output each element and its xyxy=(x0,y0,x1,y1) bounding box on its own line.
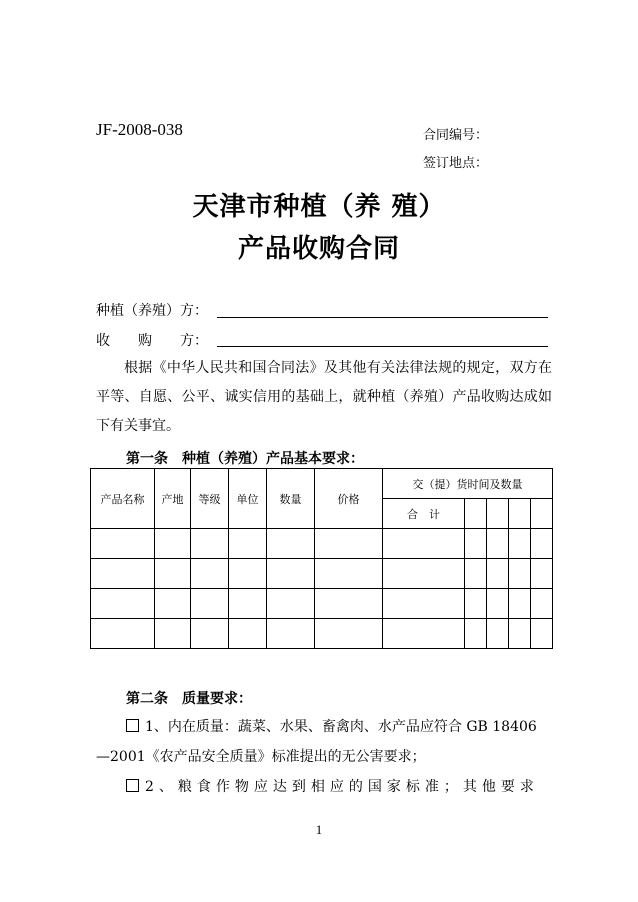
table-row xyxy=(91,529,553,559)
table-cell[interactable] xyxy=(267,589,315,619)
table-cell[interactable] xyxy=(267,529,315,559)
table-cell[interactable] xyxy=(229,529,267,559)
table-cell[interactable] xyxy=(383,529,465,559)
table-cell[interactable] xyxy=(315,589,383,619)
table-cell[interactable] xyxy=(91,619,155,649)
clause-2-text: 2、粮食作物应达到相应的国家标准；其他要求 xyxy=(145,779,539,795)
document-title-line2: 产品收购合同 xyxy=(237,234,400,264)
table-cell[interactable] xyxy=(465,499,487,529)
table-cell[interactable] xyxy=(531,619,553,649)
party-a-label: 种植（养殖）方： xyxy=(96,303,208,319)
col-header-grade: 等级 xyxy=(191,469,229,529)
table-cell[interactable] xyxy=(487,559,509,589)
table-cell[interactable] xyxy=(191,529,229,559)
col-header-origin: 产地 xyxy=(155,469,191,529)
document-title-line1: 天津市种植（养 殖） xyxy=(192,192,446,222)
product-requirements-table xyxy=(90,468,553,649)
col-header-price: 价格 xyxy=(315,469,383,529)
table-cell[interactable] xyxy=(509,499,531,529)
table-row xyxy=(91,619,553,649)
table-cell[interactable] xyxy=(383,559,465,589)
table-cell[interactable] xyxy=(531,499,553,529)
checkbox-clause-1[interactable] xyxy=(126,719,139,732)
table-cell[interactable] xyxy=(487,589,509,619)
article1-heading: 第一条 种植（养殖）产品基本要求： xyxy=(126,451,364,467)
table-cell[interactable] xyxy=(531,589,553,619)
quality-clause-2 xyxy=(126,776,539,796)
table-cell[interactable] xyxy=(509,589,531,619)
table-cell[interactable] xyxy=(465,589,487,619)
table-cell[interactable] xyxy=(465,559,487,589)
party-a-fill-line[interactable] xyxy=(217,317,548,318)
table-cell[interactable] xyxy=(155,529,191,559)
table-cell[interactable] xyxy=(509,559,531,589)
table-cell[interactable] xyxy=(487,619,509,649)
page-number: 1 xyxy=(315,822,323,837)
table-cell[interactable] xyxy=(267,559,315,589)
table-row xyxy=(91,589,553,619)
col-header-unit: 单位 xyxy=(229,469,267,529)
table-cell[interactable] xyxy=(465,619,487,649)
table-cell[interactable] xyxy=(383,619,465,649)
table-row xyxy=(91,559,553,589)
table-cell[interactable] xyxy=(155,589,191,619)
table-cell[interactable] xyxy=(509,619,531,649)
checkbox-clause-2[interactable] xyxy=(126,779,139,792)
table-cell[interactable] xyxy=(91,529,155,559)
table-cell[interactable] xyxy=(191,589,229,619)
table-cell[interactable] xyxy=(531,529,553,559)
table-cell[interactable] xyxy=(229,589,267,619)
table-cell[interactable] xyxy=(229,559,267,589)
article2-heading: 第二条 质量要求： xyxy=(126,691,252,707)
col-header-delivery: 交（提）货时间及数量 xyxy=(383,469,553,499)
table-cell[interactable] xyxy=(315,529,383,559)
table-cell[interactable] xyxy=(465,529,487,559)
table-cell[interactable] xyxy=(91,589,155,619)
clause-1-text: 1、内在质量：蔬菜、水果、畜禽肉、水产品应符合 GB 18406 xyxy=(145,719,537,735)
quality-clause-1-continued: —2001《农产品安全质量》标准提出的无公害要求； xyxy=(96,749,426,765)
table-cell[interactable] xyxy=(191,619,229,649)
table-cell[interactable] xyxy=(315,619,383,649)
contract-number-label: 合同编号： xyxy=(423,128,489,143)
table-cell[interactable] xyxy=(267,619,315,649)
table-cell[interactable] xyxy=(383,589,465,619)
table-cell[interactable] xyxy=(315,559,383,589)
party-b-fill-line[interactable] xyxy=(217,346,548,347)
table-cell[interactable] xyxy=(155,619,191,649)
intro-paragraph: 根据《中华人民共和国合同法》及其他有关法律法规的规定，双方在平等、自愿、公平、诚实信用的基础上，就种植（养殖）产品收购达成如下有关事宜。 xyxy=(96,360,552,434)
table-cell[interactable] xyxy=(509,529,531,559)
document-code: JF-2008-038 xyxy=(96,120,183,139)
table-cell[interactable] xyxy=(487,529,509,559)
table-cell[interactable] xyxy=(155,559,191,589)
table-cell[interactable] xyxy=(487,499,509,529)
col-header-product-name: 产品名称 xyxy=(91,469,155,529)
quality-clause-1 xyxy=(126,716,537,736)
table-cell[interactable] xyxy=(229,619,267,649)
party-b-label: 收 购 方： xyxy=(96,333,208,349)
col-header-quantity: 数量 xyxy=(267,469,315,529)
col-header-total: 合 计 xyxy=(383,499,465,529)
table-cell[interactable] xyxy=(531,559,553,589)
table-cell[interactable] xyxy=(191,559,229,589)
signing-place-label: 签订地点： xyxy=(423,156,489,171)
table-cell[interactable] xyxy=(91,559,155,589)
